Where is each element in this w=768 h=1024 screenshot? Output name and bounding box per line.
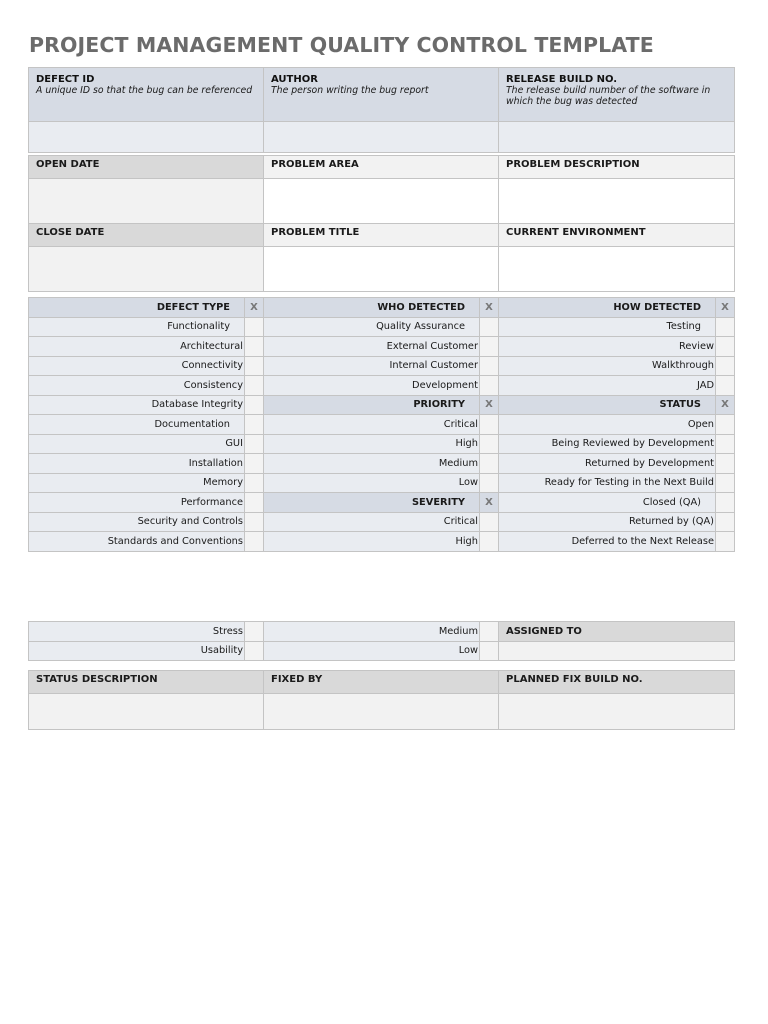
who-detected-checkbox[interactable] (480, 376, 499, 396)
how-detected-option: Review (499, 337, 716, 357)
severity-checkbox[interactable] (480, 512, 499, 532)
defect-id-label: DEFECT ID (36, 74, 95, 85)
who-detected-option: Development (264, 376, 480, 396)
open-date-label: OPEN DATE (29, 156, 264, 179)
priority-checkbox[interactable] (480, 454, 499, 474)
author-description: The person writing the bug report (271, 85, 429, 96)
status-checkbox[interactable] (716, 415, 735, 435)
assigned-to-field[interactable] (499, 641, 735, 661)
severity-option: Low (264, 641, 480, 661)
status-option: Closed (QA) (499, 493, 716, 513)
status-option: Ready for Testing in the Next Build (499, 473, 716, 493)
author-header (264, 68, 499, 122)
severity-option: Critical (264, 512, 480, 532)
severity-checkbox[interactable] (480, 622, 499, 642)
defect-type-checkbox[interactable] (245, 473, 264, 493)
defect-id-description: A unique ID so that the bug can be referenced (36, 85, 253, 96)
defect-type-checkbox[interactable] (245, 532, 264, 552)
identification-table (28, 67, 735, 153)
status-option: Deferred to the Next Release (499, 532, 716, 552)
priority-option: Critical (264, 415, 480, 435)
release-build-field[interactable] (499, 122, 735, 153)
open-date-field[interactable] (29, 179, 264, 224)
defect-type-option: Documentation (29, 415, 245, 435)
defect-type-checkbox[interactable] (245, 622, 264, 642)
priority-option: High (264, 434, 480, 454)
fixed-by-field[interactable] (264, 694, 499, 730)
priority-check-header: X (480, 395, 499, 415)
author-label: AUTHOR (271, 74, 318, 85)
priority-option: Low (264, 473, 480, 493)
resolution-table (28, 670, 735, 730)
how-detected-option: Walkthrough (499, 356, 716, 376)
status-option: Returned by Development (499, 454, 716, 474)
defect-type-option: Functionality (29, 317, 245, 337)
who-detected-option: External Customer (264, 337, 480, 357)
defect-type-option: Stress (29, 622, 245, 642)
defect-type-checkbox[interactable] (245, 512, 264, 532)
release-build-label: RELEASE BUILD NO. (506, 74, 618, 85)
status-header: STATUS (499, 395, 716, 415)
defect-id-field[interactable] (29, 122, 264, 153)
defect-type-checkbox[interactable] (245, 395, 264, 415)
defect-type-option: Consistency (29, 376, 245, 396)
defect-type-option: Usability (29, 641, 245, 661)
planned-fix-build-label: PLANNED FIX BUILD NO. (499, 671, 735, 694)
how-detected-checkbox[interactable] (716, 337, 735, 357)
severity-check-header: X (480, 493, 499, 513)
who-detected-option: Quality Assurance (264, 317, 480, 337)
defect-type-option: Standards and Conventions (29, 532, 245, 552)
status-option: Being Reviewed by Development (499, 434, 716, 454)
defect-type-option: Connectivity (29, 356, 245, 376)
release-build-header (499, 68, 735, 122)
problem-info-table (28, 155, 735, 292)
defect-type-checkbox[interactable] (245, 641, 264, 661)
current-environment-field[interactable] (499, 247, 735, 292)
defect-type-checkbox[interactable] (245, 376, 264, 396)
severity-option: High (264, 532, 480, 552)
severity-header: SEVERITY (264, 493, 480, 513)
defect-type-option: Architectural (29, 337, 245, 357)
defect-type-checkbox[interactable] (245, 434, 264, 454)
problem-title-field[interactable] (264, 247, 499, 292)
defect-type-checkbox[interactable] (245, 337, 264, 357)
priority-checkbox[interactable] (480, 473, 499, 493)
problem-description-label: PROBLEM DESCRIPTION (499, 156, 735, 179)
how-detected-checkbox[interactable] (716, 356, 735, 376)
defect-type-checkbox[interactable] (245, 317, 264, 337)
current-environment-label: CURRENT ENVIRONMENT (499, 224, 735, 247)
defect-type-header: DEFECT TYPE (29, 298, 245, 318)
assigned-to-label: ASSIGNED TO (499, 622, 735, 642)
how-detected-option: JAD (499, 376, 716, 396)
how-detected-checkbox[interactable] (716, 376, 735, 396)
status-checkbox[interactable] (716, 473, 735, 493)
defect-type-checkbox[interactable] (245, 356, 264, 376)
defect-type-option: Performance (29, 493, 245, 513)
status-checkbox[interactable] (716, 532, 735, 552)
status-checkbox[interactable] (716, 493, 735, 513)
status-check-header: X (716, 395, 735, 415)
severity-checkbox[interactable] (480, 532, 499, 552)
priority-checkbox[interactable] (480, 415, 499, 435)
problem-description-field[interactable] (499, 179, 735, 224)
who-detected-header: WHO DETECTED (264, 298, 480, 318)
how-detected-check-header: X (716, 298, 735, 318)
how-detected-checkbox[interactable] (716, 317, 735, 337)
defect-type-option: Memory (29, 473, 245, 493)
defect-type-check-header: X (245, 298, 264, 318)
planned-fix-build-field[interactable] (499, 694, 735, 730)
priority-option: Medium (264, 454, 480, 474)
defect-type-checkbox[interactable] (245, 415, 264, 435)
problem-area-field[interactable] (264, 179, 499, 224)
status-option: Open (499, 415, 716, 435)
problem-title-label: PROBLEM TITLE (264, 224, 499, 247)
close-date-label: CLOSE DATE (29, 224, 264, 247)
who-detected-option: Internal Customer (264, 356, 480, 376)
priority-checkbox[interactable] (480, 434, 499, 454)
who-detected-check-header: X (480, 298, 499, 318)
defect-type-checkbox[interactable] (245, 454, 264, 474)
status-description-label: STATUS DESCRIPTION (29, 671, 264, 694)
classification-checklist (28, 297, 735, 552)
status-option: Returned by (QA) (499, 512, 716, 532)
status-description-field[interactable] (29, 694, 264, 730)
close-date-field[interactable] (29, 247, 264, 292)
defect-type-option: Security and Controls (29, 512, 245, 532)
problem-area-label: PROBLEM AREA (264, 156, 499, 179)
release-build-description: The release build number of the software in which the bug was detected (506, 85, 711, 107)
how-detected-header: HOW DETECTED (499, 298, 716, 318)
classification-checklist-continued (28, 621, 735, 661)
fixed-by-label: FIXED BY (264, 671, 499, 694)
defect-type-option: GUI (29, 434, 245, 454)
who-detected-checkbox[interactable] (480, 356, 499, 376)
defect-type-checkbox[interactable] (245, 493, 264, 513)
author-field[interactable] (264, 122, 499, 153)
who-detected-checkbox[interactable] (480, 317, 499, 337)
who-detected-checkbox[interactable] (480, 337, 499, 357)
severity-checkbox[interactable] (480, 641, 499, 661)
status-checkbox[interactable] (716, 512, 735, 532)
how-detected-option: Testing (499, 317, 716, 337)
priority-header: PRIORITY (264, 395, 480, 415)
severity-option: Medium (264, 622, 480, 642)
status-checkbox[interactable] (716, 454, 735, 474)
page-title: PROJECT MANAGEMENT QUALITY CONTROL TEMPLATE (29, 33, 654, 57)
status-checkbox[interactable] (716, 434, 735, 454)
defect-id-header (29, 68, 264, 122)
defect-type-option: Installation (29, 454, 245, 474)
defect-type-option: Database Integrity (29, 395, 245, 415)
